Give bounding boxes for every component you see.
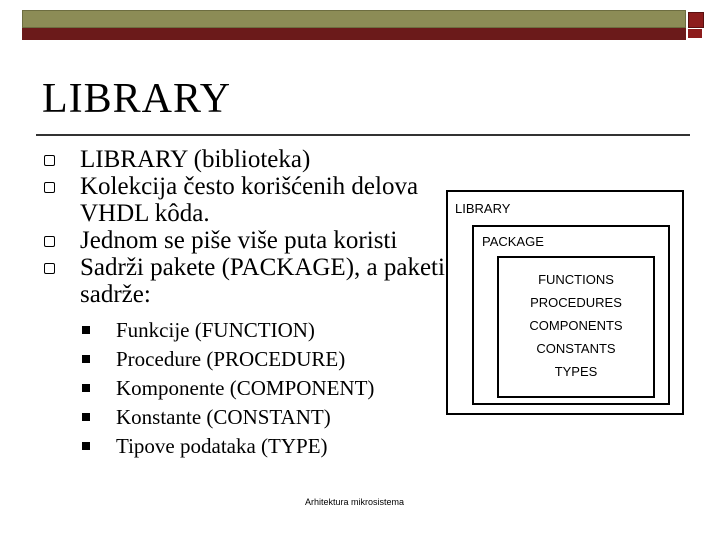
filled-square-bullet-icon bbox=[82, 413, 90, 421]
package-item: COMPONENTS bbox=[529, 318, 623, 333]
sub-bullet-text: Komponente (COMPONENT) bbox=[116, 376, 375, 400]
corner-decoration bbox=[686, 10, 706, 40]
filled-square-bullet-icon bbox=[82, 442, 90, 450]
hollow-square-bullet-icon bbox=[44, 182, 55, 193]
sub-bullet-list bbox=[40, 316, 460, 461]
bullet-item bbox=[40, 146, 460, 173]
corner-square-top bbox=[688, 12, 704, 28]
slide-title: LIBRARY bbox=[42, 76, 232, 122]
sub-bullet-item bbox=[40, 432, 460, 461]
package-contents-box bbox=[497, 256, 655, 398]
sub-bullet-item bbox=[40, 403, 460, 432]
sub-bullet-text: Procedure (PROCEDURE) bbox=[116, 347, 346, 371]
bullet-text: Jednom se piše više puta koristi bbox=[80, 227, 398, 254]
filled-square-bullet-icon bbox=[82, 326, 90, 334]
hollow-square-bullet-icon bbox=[44, 236, 55, 247]
package-item: CONSTANTS bbox=[536, 341, 616, 356]
package-item: TYPES bbox=[554, 364, 598, 379]
package-box bbox=[472, 225, 670, 405]
bullet-text: LIBRARY (biblioteka) bbox=[80, 146, 311, 173]
bullet-text: Sadrži pakete (PACKAGE), a paketi sadrže: bbox=[80, 254, 445, 308]
sub-bullet-text: Konstante (CONSTANT) bbox=[116, 405, 331, 429]
olive-band bbox=[22, 10, 686, 28]
package-box-label: PACKAGE bbox=[482, 234, 544, 249]
hollow-square-bullet-icon bbox=[44, 263, 55, 274]
bullet-item bbox=[40, 254, 460, 308]
bullet-text: Kolekcija često korišćenih delova VHDL kôda. bbox=[80, 173, 419, 227]
package-item: FUNCTIONS bbox=[538, 272, 614, 287]
library-box-label: LIBRARY bbox=[455, 201, 511, 216]
package-item: PROCEDURES bbox=[530, 295, 622, 310]
sub-bullet-item bbox=[40, 374, 460, 403]
bullet-list bbox=[40, 146, 460, 461]
filled-square-bullet-icon bbox=[82, 384, 90, 392]
library-diagram bbox=[446, 190, 684, 415]
corner-square-bottom bbox=[688, 29, 702, 38]
bullet-item bbox=[40, 173, 460, 227]
maroon-band bbox=[22, 28, 686, 40]
header-decoration-bar bbox=[22, 10, 686, 40]
package-items bbox=[499, 268, 653, 383]
sub-bullet-text: Tipove podataka (TYPE) bbox=[116, 434, 328, 458]
hollow-square-bullet-icon bbox=[44, 155, 55, 166]
filled-square-bullet-icon bbox=[82, 355, 90, 363]
title-divider bbox=[36, 134, 690, 136]
sub-bullet-text: Funkcije (FUNCTION) bbox=[116, 318, 315, 342]
sub-bullet-item bbox=[40, 316, 460, 345]
slide-footer: Arhitektura mikrosistema bbox=[305, 497, 405, 507]
sub-bullet-item bbox=[40, 345, 460, 374]
bullet-item bbox=[40, 227, 460, 254]
